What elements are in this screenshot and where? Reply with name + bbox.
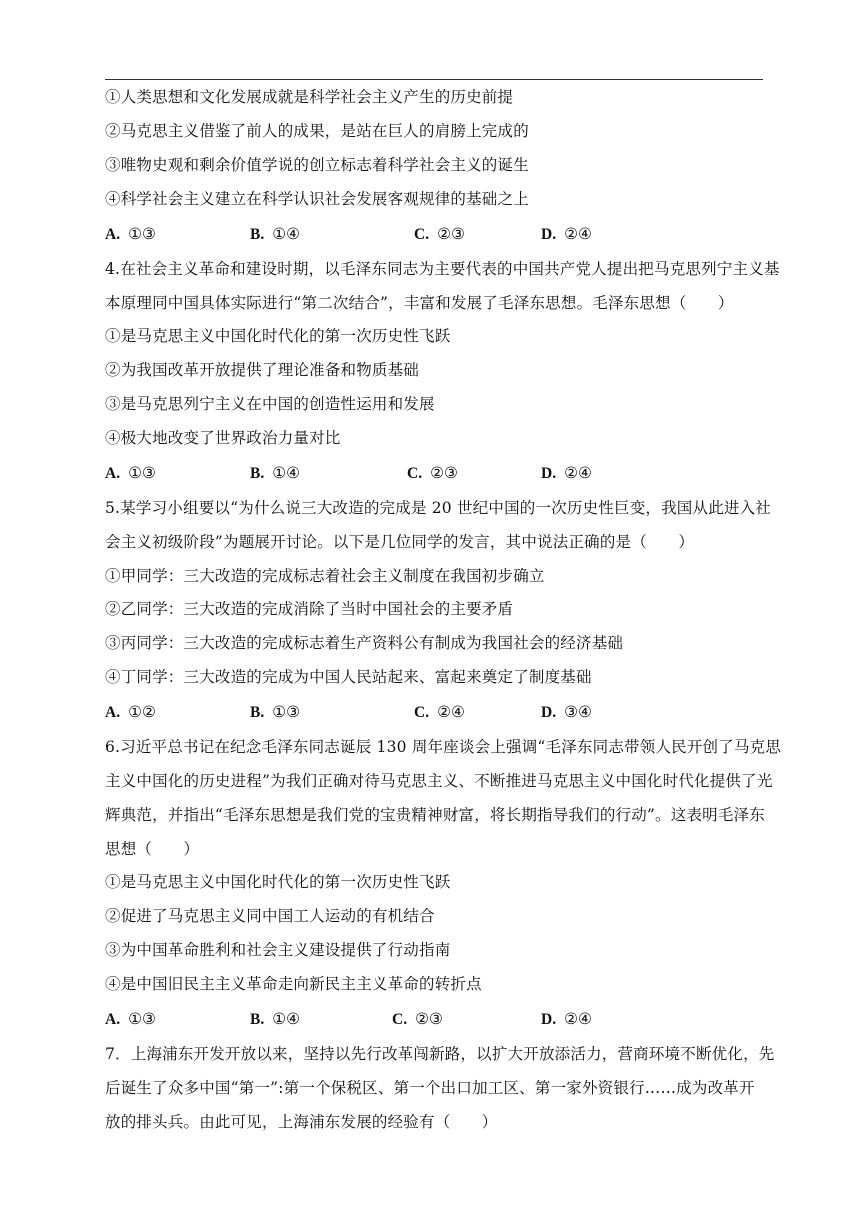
q4-option-b: B. ①④: [250, 464, 301, 482]
q5-statement-4: ④丁同学：三大改造的完成为中国人民站起来、富起来奠定了制度基础: [105, 668, 592, 686]
q5-option-a: A. ①②: [105, 703, 156, 721]
q6-option-b: B. ①④: [250, 1010, 301, 1028]
q5-option-d: D. ③④: [541, 703, 592, 721]
q4-statement-1: ①是马克思主义中国化时代化的第一次历史性飞跃: [105, 327, 451, 345]
q6-statement-4: ④是中国旧民主主义革命走向新民主主义革命的转折点: [105, 975, 482, 993]
q4-option-c: C. ②③: [407, 464, 458, 482]
q6-option-d: D. ②④: [541, 1010, 592, 1028]
q4-statement-3: ③是马克思列宁主义在中国的创造性运用和发展: [105, 395, 435, 413]
q5-statement-3: ③丙同学：三大改造的完成标志着生产资料公有制成为我国社会的经济基础: [105, 634, 624, 652]
q5-stem-line-1: 5.某学习小组要以“为什么说三大改造的完成是 20 世纪中国的一次历史性巨变，我国从此进入社: [105, 499, 771, 517]
q7-stem-line-3: 放的排头兵。由此可见，上海浦东发展的经验有（ ）: [105, 1113, 498, 1131]
q5-stem-line-2: 会主义初级阶段”为题展开讨论。以下是几位同学的发言，其中说法正确的是（ ）: [105, 533, 695, 551]
q4-option-d: D. ②④: [541, 464, 592, 482]
q3-statement-2: ②马克思主义借鉴了前人的成果，是站在巨人的肩膀上完成的: [105, 122, 529, 140]
q4-stem-line-2: 本原理同中国具体实际进行“第二次结合”，丰富和发展了毛泽东思想。毛泽东思想（ ）: [105, 294, 734, 312]
q3-statement-4: ④科学社会主义建立在科学认识社会发展客观规律的基础之上: [105, 190, 529, 208]
q7-stem-line-1: 7．上海浦东开发开放以来，坚持以先行改革闯新路，以扩大开放添活力，营商环境不断优化，先: [105, 1045, 775, 1063]
q3-statement-3: ③唯物史观和剩余价值学说的创立标志着科学社会主义的诞生: [105, 156, 529, 174]
q4-statement-4: ④极大地改变了世界政治力量对比: [105, 429, 341, 447]
q5-option-b: B. ①③: [250, 703, 301, 721]
q7-stem-line-2: 后诞生了众多中国“第一”:第一个保税区、第一个出口加工区、第一家外资银行……成为改革开: [105, 1079, 755, 1097]
q6-statement-1: ①是马克思主义中国化时代化的第一次历史性飞跃: [105, 873, 451, 891]
q3-statement-1: ①人类思想和文化发展成就是科学社会主义产生的历史前提: [105, 88, 514, 106]
q3-option-d: D. ②④: [541, 225, 592, 243]
q6-stem-line-4: 思想（ ）: [105, 840, 200, 858]
q5-option-c: C. ②④: [414, 703, 465, 721]
q6-statement-2: ②促进了马克思主义同中国工人运动的有机结合: [105, 907, 435, 925]
q6-statement-3: ③为中国革命胜利和社会主义建设提供了行动指南: [105, 941, 451, 959]
q6-option-a: A. ①③: [105, 1010, 156, 1028]
q6-stem-line-2: 主义中国化的历史进程”为我们正确对待马克思主义、不断推进马克思主义中国化时代化提供了光: [105, 772, 773, 790]
q4-option-a: A. ①③: [105, 464, 156, 482]
header-rule: [105, 79, 763, 80]
q4-stem-line-1: 4.在社会主义革命和建设时期，以毛泽东同志为主要代表的中国共产党人提出把马克思列宁主义基: [105, 260, 780, 278]
q3-option-a: A. ①③: [105, 225, 156, 243]
q5-statement-2: ②乙同学：三大改造的完成消除了当时中国社会的主要矛盾: [105, 600, 514, 618]
q6-stem-line-1: 6.习近平总书记在纪念毛泽东同志诞辰 130 周年座谈会上强调“毛泽东同志带领人民开创了马克思: [105, 738, 782, 756]
q6-option-c: C. ②③: [392, 1010, 443, 1028]
q3-option-b: B. ①④: [250, 225, 301, 243]
q6-stem-line-3: 辉典范，并指出“毛泽东思想是我们党的宝贵精神财富，将长期指导我们的行动”。这表明毛泽东: [105, 806, 765, 824]
q3-option-c: C. ②③: [414, 225, 465, 243]
q4-statement-2: ②为我国改革开放提供了理论准备和物质基础: [105, 361, 420, 379]
q5-statement-1: ①甲同学：三大改造的完成标志着社会主义制度在我国初步确立: [105, 567, 545, 585]
